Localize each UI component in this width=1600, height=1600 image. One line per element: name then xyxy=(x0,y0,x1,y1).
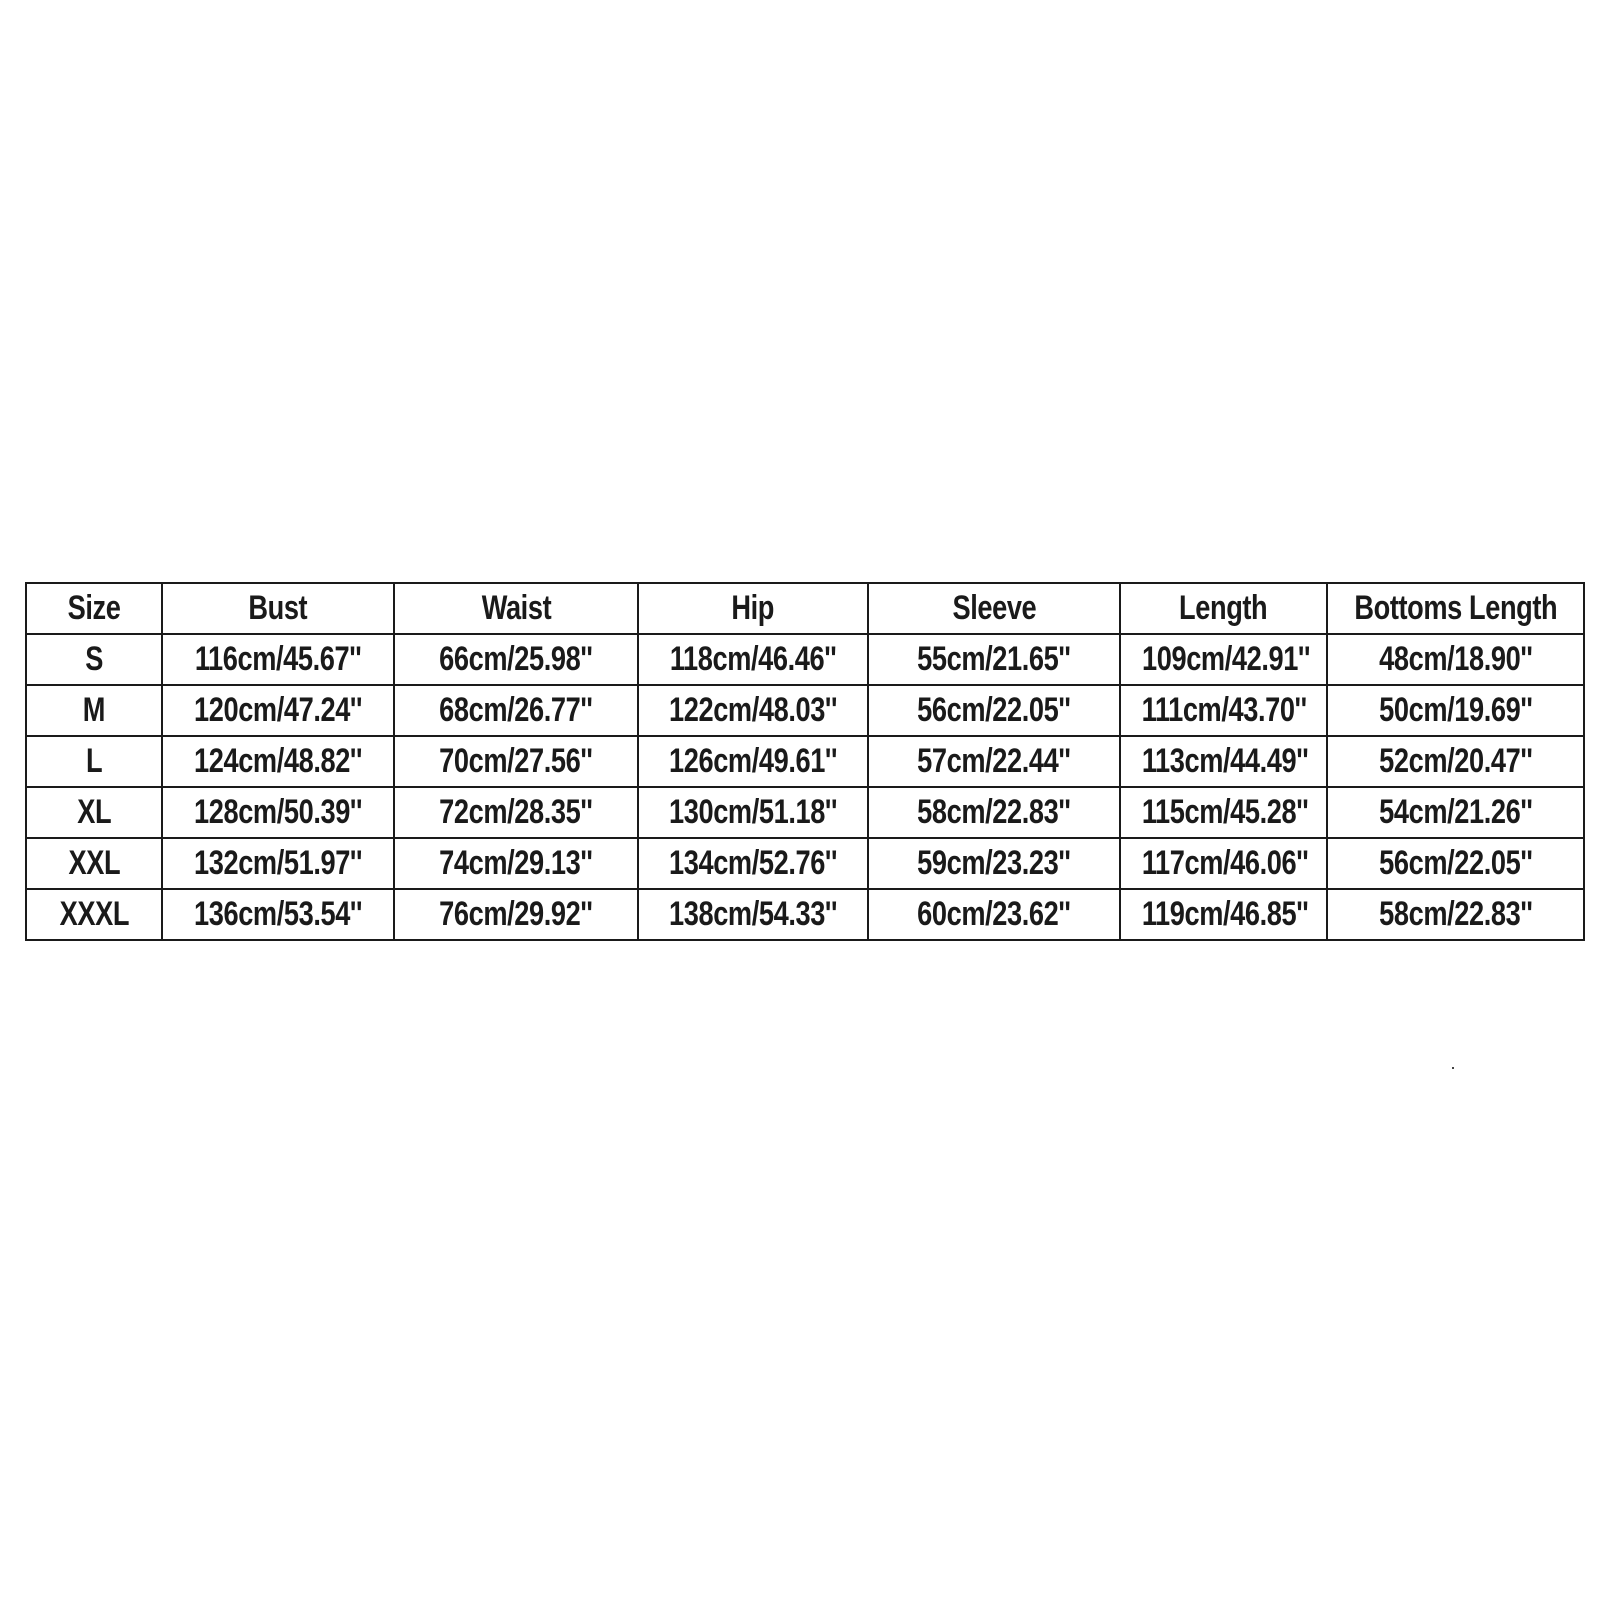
table-cell: 126cm/49.61'' xyxy=(638,736,868,787)
table-cell: 113cm/44.49'' xyxy=(1120,736,1327,787)
table-cell: XXXL xyxy=(26,889,162,940)
table-cell: 122cm/48.03'' xyxy=(638,685,868,736)
table-cell: 54cm/21.26'' xyxy=(1327,787,1584,838)
table-cell: 120cm/47.24'' xyxy=(162,685,394,736)
size-chart-table xyxy=(25,582,1585,941)
table-cell: 57cm/22.44'' xyxy=(868,736,1120,787)
header-bottoms-length: Bottoms Length xyxy=(1327,583,1584,634)
table-cell: 60cm/23.62'' xyxy=(868,889,1120,940)
header-row xyxy=(26,583,1584,634)
table-cell: 115cm/45.28'' xyxy=(1120,787,1327,838)
table-cell: 128cm/50.39'' xyxy=(162,787,394,838)
table-cell: XXL xyxy=(26,838,162,889)
header-waist: Waist xyxy=(394,583,638,634)
table-cell: 50cm/19.69'' xyxy=(1327,685,1584,736)
table-row xyxy=(26,838,1584,889)
table-row xyxy=(26,787,1584,838)
header-sleeve: Sleeve xyxy=(868,583,1120,634)
table-cell: S xyxy=(26,634,162,685)
table-cell: 55cm/21.65'' xyxy=(868,634,1120,685)
table-cell: L xyxy=(26,736,162,787)
table-cell: 56cm/22.05'' xyxy=(868,685,1120,736)
table-cell: 132cm/51.97'' xyxy=(162,838,394,889)
header-size: Size xyxy=(26,583,162,634)
table-cell: 48cm/18.90'' xyxy=(1327,634,1584,685)
table-row xyxy=(26,685,1584,736)
header-hip: Hip xyxy=(638,583,868,634)
table-cell: 136cm/53.54'' xyxy=(162,889,394,940)
header-length: Length xyxy=(1120,583,1327,634)
table-cell: 117cm/46.06'' xyxy=(1120,838,1327,889)
table-cell: 52cm/20.47'' xyxy=(1327,736,1584,787)
table-cell: 58cm/22.83'' xyxy=(1327,889,1584,940)
table-cell: 134cm/52.76'' xyxy=(638,838,868,889)
table-cell: 74cm/29.13'' xyxy=(394,838,638,889)
table-cell: 109cm/42.91'' xyxy=(1120,634,1327,685)
stray-dot xyxy=(1452,1067,1454,1069)
table-cell: 72cm/28.35'' xyxy=(394,787,638,838)
table-cell: 58cm/22.83'' xyxy=(868,787,1120,838)
table-cell: 111cm/43.70'' xyxy=(1120,685,1327,736)
table-cell: 70cm/27.56'' xyxy=(394,736,638,787)
table-cell: 119cm/46.85'' xyxy=(1120,889,1327,940)
table-cell: 56cm/22.05'' xyxy=(1327,838,1584,889)
table-cell: 116cm/45.67'' xyxy=(162,634,394,685)
table-cell: 76cm/29.92'' xyxy=(394,889,638,940)
table-cell: 118cm/46.46'' xyxy=(638,634,868,685)
table-cell: XL xyxy=(26,787,162,838)
table-cell: 66cm/25.98'' xyxy=(394,634,638,685)
table-cell: 138cm/54.33'' xyxy=(638,889,868,940)
table-cell: 124cm/48.82'' xyxy=(162,736,394,787)
table-row xyxy=(26,889,1584,940)
table-cell: M xyxy=(26,685,162,736)
table-row xyxy=(26,634,1584,685)
table-cell: 130cm/51.18'' xyxy=(638,787,868,838)
table-cell: 68cm/26.77'' xyxy=(394,685,638,736)
header-bust: Bust xyxy=(162,583,394,634)
table-row xyxy=(26,736,1584,787)
table-cell: 59cm/23.23'' xyxy=(868,838,1120,889)
